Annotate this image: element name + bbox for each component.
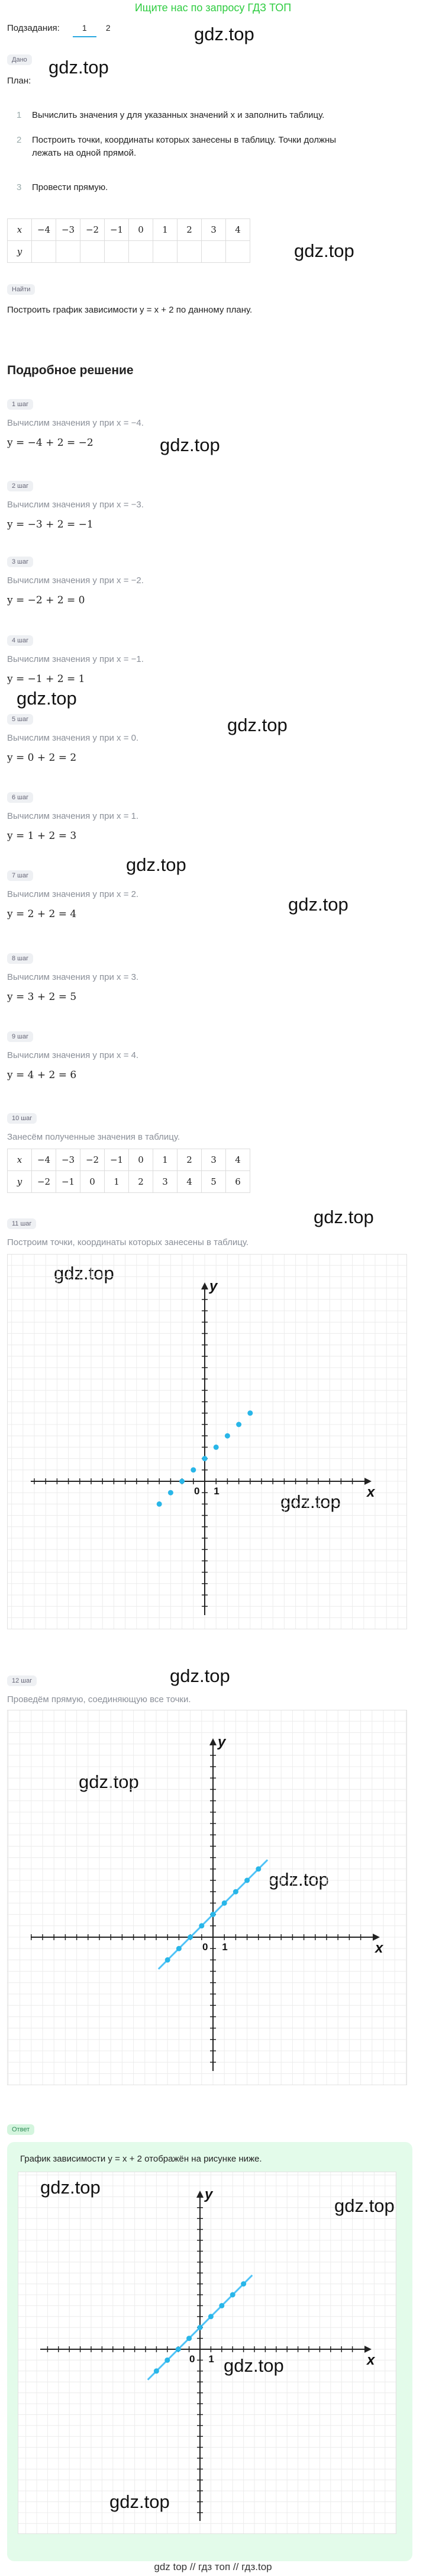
table-cell: −3 bbox=[56, 219, 80, 241]
step-chip: 5 шаг bbox=[7, 714, 33, 725]
table-cell: −1 bbox=[56, 1171, 80, 1193]
data-point bbox=[222, 1900, 227, 1906]
data-point bbox=[244, 1878, 250, 1883]
table-cell bbox=[129, 241, 153, 263]
origin-label: 0 bbox=[202, 1941, 208, 1953]
footer-sep: // bbox=[189, 2561, 196, 2572]
points-graph bbox=[7, 1254, 407, 1629]
step-chip: 12 шаг bbox=[7, 1675, 37, 1686]
graph-border bbox=[8, 1710, 407, 2085]
table-cell: −3 bbox=[56, 1149, 80, 1171]
watermark: gdz.top bbox=[314, 1207, 374, 1227]
y-axis-arrow bbox=[209, 1738, 217, 1745]
watermark: gdz.top bbox=[79, 1771, 139, 1792]
step-desc: Вычислим значения y при x = −4. bbox=[7, 418, 144, 428]
table-cell: x bbox=[8, 219, 32, 241]
data-point bbox=[179, 1479, 185, 1484]
step-chip: 9 шаг bbox=[7, 1031, 33, 1042]
x-axis-label: x bbox=[367, 2352, 375, 2368]
table-cell: 0 bbox=[129, 1149, 153, 1171]
table-cell: y bbox=[8, 241, 32, 263]
step-text: лежать на одной прямой. bbox=[32, 148, 137, 158]
watermark: gdz.top bbox=[288, 894, 348, 915]
y-axis-label: y bbox=[209, 1278, 218, 1294]
data-point bbox=[202, 1456, 208, 1461]
table-cell: −1 bbox=[105, 1149, 129, 1171]
step-number: 1 bbox=[17, 110, 22, 120]
subtask-tab-2[interactable]: 2 bbox=[105, 23, 111, 33]
watermark: gdz.top bbox=[170, 1665, 230, 1686]
step-formula: y = −3 + 2 = −1 bbox=[7, 519, 93, 530]
data-point bbox=[188, 1935, 193, 1940]
step-desc: Вычислим значения y при x = −3. bbox=[7, 500, 144, 510]
data-point bbox=[168, 1490, 173, 1496]
data-point bbox=[154, 2368, 159, 2374]
table-cell: 5 bbox=[202, 1171, 226, 1193]
step-chip: 2 шаг bbox=[7, 481, 33, 491]
data-point bbox=[214, 1445, 219, 1450]
x-axis-label: x bbox=[375, 1940, 383, 1956]
table-cell: 0 bbox=[129, 219, 153, 241]
table-cell: 2 bbox=[129, 1171, 153, 1193]
watermark: gdz.top bbox=[160, 435, 220, 455]
data-point bbox=[236, 1422, 241, 1427]
table-cell bbox=[153, 241, 178, 263]
table-cell bbox=[105, 241, 129, 263]
step-desc: Построим точки, координаты которых занесены в таблицу. bbox=[7, 1237, 248, 1247]
watermark: gdz.top bbox=[49, 57, 109, 78]
watermark: gdz.top bbox=[334, 2195, 395, 2216]
data-point bbox=[176, 1946, 182, 1951]
step-desc: Проведём прямую, соединяющую все точки. bbox=[7, 1694, 191, 1705]
line-graph bbox=[7, 1710, 407, 2085]
step-formula: y = −2 + 2 = 0 bbox=[7, 594, 85, 606]
step-formula: y = 0 + 2 = 2 bbox=[7, 752, 77, 764]
data-point bbox=[157, 1501, 162, 1507]
table-cell: 3 bbox=[202, 1149, 226, 1171]
solution-title: Подробное решение bbox=[7, 364, 134, 377]
footer-links bbox=[0, 2561, 426, 2573]
plan-step-2 bbox=[17, 134, 337, 160]
plan-step-3 bbox=[17, 181, 108, 194]
data-point bbox=[198, 2325, 203, 2330]
y-axis-label: y bbox=[205, 2186, 213, 2202]
step-chip: 3 шаг bbox=[7, 557, 33, 567]
top-search-link[interactable]: Ищите нас по запросу ГДЗ ТОП bbox=[134, 2, 292, 14]
table-cell bbox=[202, 241, 226, 263]
data-point bbox=[241, 2281, 246, 2286]
footer-link[interactable]: гдз топ bbox=[198, 2561, 231, 2572]
watermark: gdz.top bbox=[109, 2491, 170, 2512]
step-desc: Вычислим значения y при x = 1. bbox=[7, 811, 139, 821]
find-chip: Найти bbox=[7, 284, 35, 295]
data-point bbox=[219, 2303, 224, 2308]
data-point bbox=[247, 1410, 253, 1416]
unit-label: 1 bbox=[214, 1485, 220, 1497]
table-cell: x bbox=[8, 1149, 32, 1171]
subtask-tab-1[interactable]: 1 bbox=[73, 23, 96, 37]
footer-link[interactable]: гдз.top bbox=[241, 2561, 272, 2572]
table-cell: 1 bbox=[153, 219, 178, 241]
watermark: gdz.top bbox=[269, 1869, 329, 1890]
unit-label: 1 bbox=[208, 2353, 214, 2365]
data-point bbox=[208, 2314, 214, 2319]
data-point bbox=[191, 1467, 196, 1472]
table-cell: −2 bbox=[80, 1149, 105, 1171]
table-cell: −1 bbox=[105, 219, 129, 241]
table-cell: −2 bbox=[80, 219, 105, 241]
subtasks-bar bbox=[7, 20, 120, 36]
step-desc: Вычислим значения y при x = 3. bbox=[7, 972, 139, 982]
table-cell: y bbox=[8, 1171, 32, 1193]
step-desc: Вычислим значения y при x = −1. bbox=[7, 654, 144, 664]
step-chip: 1 шаг bbox=[7, 399, 33, 410]
x-axis-label: x bbox=[367, 1484, 375, 1500]
origin-label: 0 bbox=[189, 2353, 195, 2365]
unit-label: 1 bbox=[222, 1941, 228, 1953]
watermark: gdz.top bbox=[54, 1263, 114, 1284]
watermark: gdz.top bbox=[280, 1491, 341, 1512]
data-point bbox=[211, 1912, 216, 1917]
table-cell: −4 bbox=[32, 219, 56, 241]
given-table bbox=[7, 218, 250, 263]
watermark: gdz.top bbox=[227, 715, 288, 735]
data-point bbox=[230, 2292, 235, 2298]
step-desc: Вычислим значения y при x = 4. bbox=[7, 1050, 139, 1060]
answer-chip: Ответ bbox=[7, 2124, 34, 2135]
table-cell: −4 bbox=[32, 1149, 56, 1171]
table-cell bbox=[80, 241, 105, 263]
step-number: 2 bbox=[17, 135, 22, 145]
table-cell bbox=[56, 241, 80, 263]
step-formula: y = 4 + 2 = 6 bbox=[7, 1069, 77, 1081]
data-point bbox=[176, 2347, 181, 2352]
y-axis-arrow bbox=[196, 2191, 204, 2198]
data-point bbox=[164, 2358, 170, 2363]
table-cell: −2 bbox=[32, 1171, 56, 1193]
plan-label: План: bbox=[7, 76, 31, 86]
table-cell bbox=[32, 241, 56, 263]
table-cell: 4 bbox=[226, 1149, 250, 1171]
table-cell: 2 bbox=[178, 1149, 202, 1171]
watermark: gdz.top bbox=[194, 24, 254, 44]
step-chip: 6 шаг bbox=[7, 792, 33, 803]
table-cell: 0 bbox=[80, 1171, 105, 1193]
data-point bbox=[165, 1957, 170, 1963]
table-cell bbox=[226, 241, 250, 263]
table-cell: 4 bbox=[178, 1171, 202, 1193]
step-desc: Вычислим значения y при x = −2. bbox=[7, 575, 144, 586]
subtasks-label: Подзадания: bbox=[7, 22, 60, 33]
plan-step-1 bbox=[17, 109, 325, 122]
footer-sep: // bbox=[233, 2561, 239, 2572]
data-point bbox=[199, 1923, 204, 1928]
step-number: 3 bbox=[17, 182, 22, 192]
answer-graph bbox=[18, 2172, 396, 2534]
table-cell: 6 bbox=[226, 1171, 250, 1193]
step-text: Построить точки, координаты которых занесены в таблицу. Точки должны bbox=[32, 135, 337, 145]
data-point bbox=[186, 2336, 192, 2341]
data-point bbox=[256, 1866, 261, 1871]
table-cell: 1 bbox=[105, 1171, 129, 1193]
step-chip: 8 шаг bbox=[7, 953, 33, 964]
step-chip: 7 шаг bbox=[7, 870, 33, 881]
step-chip: 4 шаг bbox=[7, 635, 33, 646]
given-chip: Дано bbox=[7, 54, 32, 65]
step-formula: y = −4 + 2 = −2 bbox=[7, 437, 93, 449]
step-formula: y = −1 + 2 = 1 bbox=[7, 673, 85, 685]
origin-label: 0 bbox=[194, 1485, 200, 1497]
step-chip: 11 шаг bbox=[7, 1218, 36, 1229]
step-desc: Вычислим значения y при x = 0. bbox=[7, 733, 139, 743]
step-text: Вычислить значения y для указанных значений x и заполнить таблицу. bbox=[32, 110, 325, 120]
table-cell: 2 bbox=[178, 219, 202, 241]
footer-link[interactable]: gdz top bbox=[154, 2561, 188, 2572]
watermark: gdz.top bbox=[40, 2177, 101, 2198]
step-formula: y = 1 + 2 = 3 bbox=[7, 830, 77, 842]
table-cell: 3 bbox=[153, 1171, 178, 1193]
find-text: Построить график зависимости y = x + 2 по данному плану. bbox=[7, 305, 253, 315]
watermark: gdz.top bbox=[224, 2355, 284, 2376]
table-cell bbox=[178, 241, 202, 263]
step-desc: Занесём полученные значения в таблицу. bbox=[7, 1132, 180, 1142]
step-formula: y = 3 + 2 = 5 bbox=[7, 991, 77, 1003]
watermark: gdz.top bbox=[126, 854, 186, 875]
step-desc: Вычислим значения y при x = 2. bbox=[7, 889, 139, 899]
answer-text: График зависимости y = x + 2 отображён на рисунке ниже. bbox=[20, 2154, 262, 2164]
y-axis-arrow bbox=[201, 1282, 208, 1289]
data-point bbox=[225, 1433, 230, 1439]
step-text: Провести прямую. bbox=[32, 182, 108, 192]
step-formula: y = 2 + 2 = 4 bbox=[7, 908, 77, 920]
step-chip: 10 шаг bbox=[7, 1113, 37, 1124]
data-point bbox=[233, 1889, 238, 1895]
table-cell: 4 bbox=[226, 219, 250, 241]
table-cell: 1 bbox=[153, 1149, 178, 1171]
watermark: gdz.top bbox=[17, 688, 77, 709]
watermark: gdz.top bbox=[294, 240, 354, 261]
result-table bbox=[7, 1149, 250, 1193]
y-axis-label: y bbox=[218, 1734, 226, 1750]
graph-border bbox=[18, 2172, 396, 2534]
table-cell: 3 bbox=[202, 219, 226, 241]
